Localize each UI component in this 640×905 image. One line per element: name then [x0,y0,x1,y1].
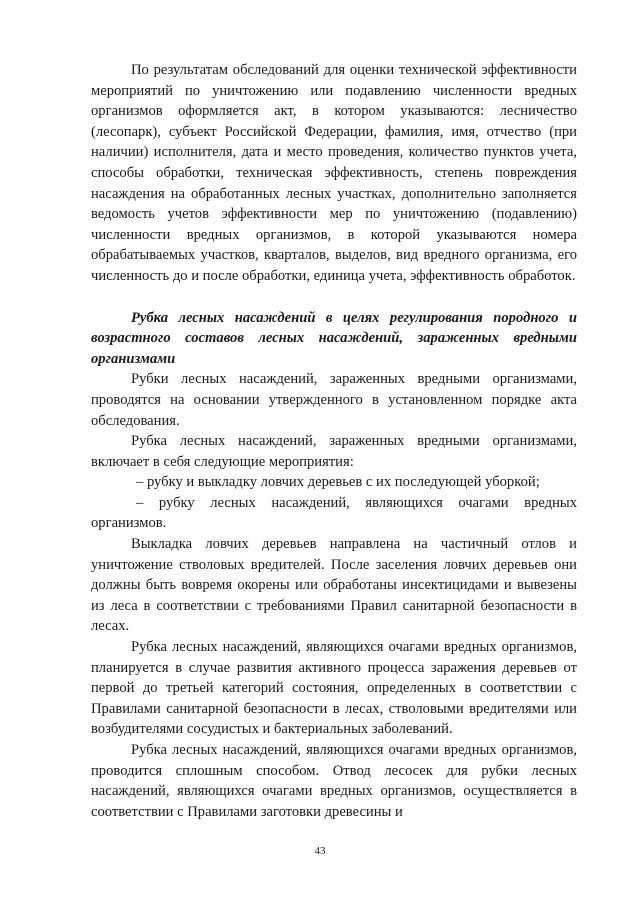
section-heading: Рубка лесных насаждений в целях регулирования породного и возрастного составов лесных насаждений, зараженных вредными организмами [91,309,577,367]
list-item-outbreak-cutting: – рубку лесных насаждений, являющихся очагами вредных организмов. [91,494,577,532]
page-number: 43 [314,845,326,857]
paragraph-cutting-measures: Рубка лесных насаждений, зараженных вредными организмами, включает в себя следующие мероприятия: [91,433,577,470]
document-body [91,60,577,822]
paragraph-clear-cutting: Рубка лесных насаждений, являющихся очагами вредных организмов, проводится сплошным способом. Отвод лесосек для рубки лесных насаждений, являющихся очагами вредных организмов, осуществляется в соответствии с Правилами заготовки древесины и [91,742,577,820]
paragraph-cutting-planning: Рубка лесных насаждений, являющихся очагами вредных организмов, планируется в случае развития активного процесса заражения деревьев от первой до третьей категорий состояния, определенных в соответствии с Правилами санитарной безопасности в лесах, стволовыми вредителями или возбудителями сосудистых и бактериальных заболеваний. [91,639,577,738]
paragraph-trap-trees: Выкладка ловчих деревьев направлена на частичный отлов и уничтожение стволовых вредителей. После заселения ловчих деревьев они должны быть вовремя окорены или обработаны инсектицидами и вывезены из леса в соответствии с требованиями Правил санитарной безопасности в лесах. [91,536,577,635]
list-item-trap-trees: – рубку и выкладку ловчих деревьев с их последующей уборкой; [136,474,540,491]
paragraph-results-report: По результатам обследований для оценки технической эффективности мероприятий по уничтожению или подавлению численности вредных организмов оформляется акт, в котором указываются: лесничество (лесопарк), субъект Российской Федерации, фамилия, имя, отчество (при наличии) исполнителя, дата и место проведения, количество пунктов учета, способы обработки, техническая эффективность, степень повреждения насаждения на обработанных лесных участках, дополнительно заполняется ведомость учетов эффективности мер по уничтожению (подавлению) численности вредных организмов, в которой указываются номера обрабатываемых участков, кварталов, выделов, вид вредного организма, его численность до и после обработки, единица учета, эффективность обработок. [91,62,577,284]
paragraph-cutting-basis: Рубки лесных насаждений, зараженных вредными организмами, проводятся на основании утвержденного в установленном порядке акта обследования. [91,371,577,429]
